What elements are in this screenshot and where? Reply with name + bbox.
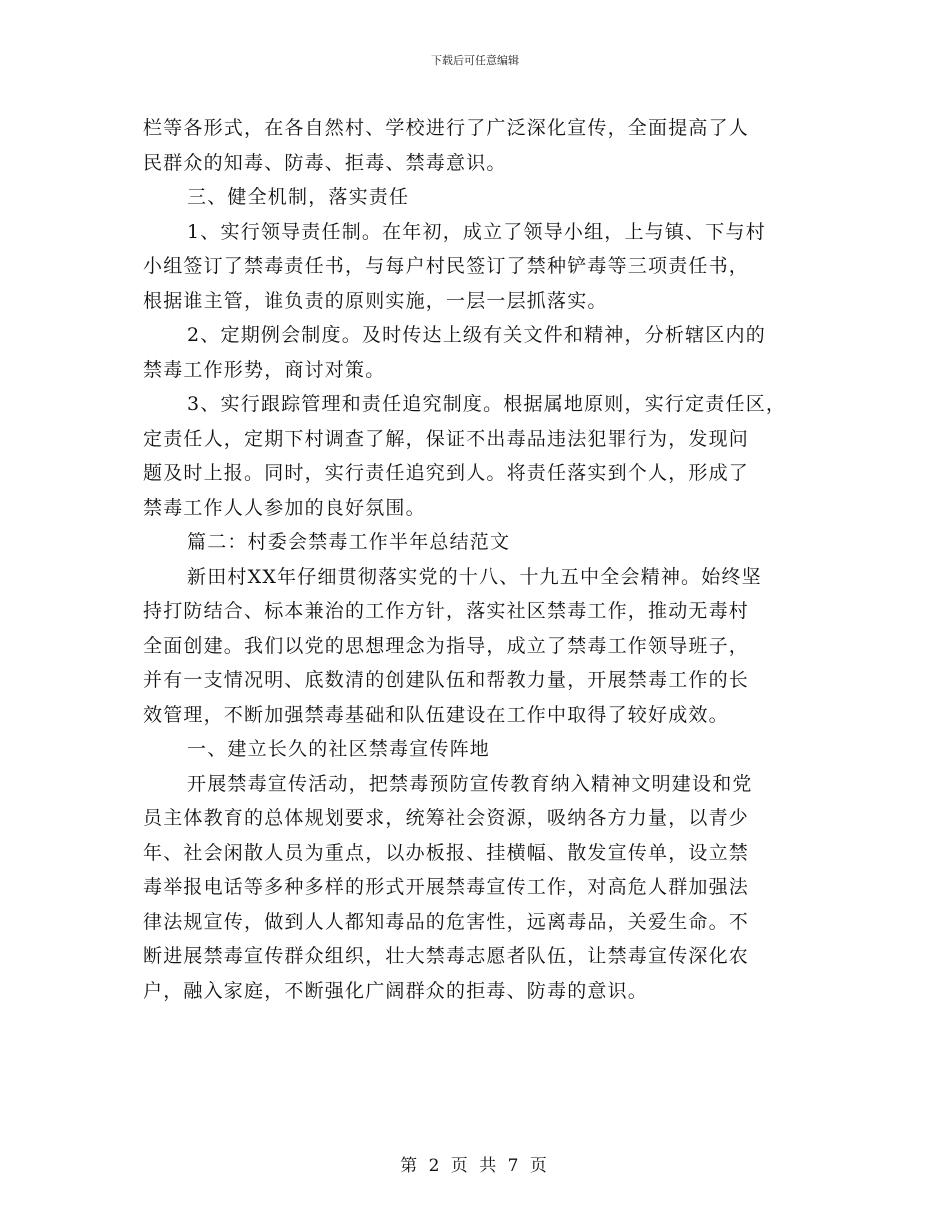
- text-line: 三、健全机制，落实责任: [187, 186, 410, 208]
- text-line: 效管理，不断加强禁毒基础和队伍建设在工作中取得了较好成效。: [143, 703, 729, 726]
- text-line: 律法规宣传，做到人人都知毒品的危害性，远离毒品，关爱生命。不: [143, 910, 750, 933]
- text-line: 一、建立长久的社区禁毒宣传阵地: [187, 738, 491, 760]
- text-line: 员主体教育的总体规划要求，统筹社会资源，吸纳各方力量，以青少: [143, 807, 750, 829]
- page-number-footer: 第 2 页 共 7 页: [400, 1156, 550, 1176]
- text-line: 题及时上报。同时，实行责任追究到人。将责任落实到个人，形成了: [143, 462, 750, 484]
- text-line: 1、实行领导责任制。在年初，成立了领导小组，上与镇、下与村: [187, 220, 766, 243]
- text-line: 年、社会闲散人员为重点，以办板报、挂横幅、散发宣传单，设立禁: [143, 841, 750, 864]
- text-line: 栏等各形式，在各自然村、学校进行了广泛深化宣传，全面提高了人: [143, 117, 750, 139]
- text-line: 根据谁主管，谁负责的原则实施，一层一层抓落实。: [143, 289, 608, 312]
- text-line: 3、实行跟踪管理和责任追究制度。根据属地原则，实行定责任区，: [187, 393, 787, 415]
- text-line: 全面创建。我们以党的思想理念为指导，成立了禁毒工作领导班子，: [143, 634, 750, 657]
- text-line: 篇二：村委会禁毒工作半年总结范文: [187, 531, 511, 553]
- text-line: 并有一支情况明、底数清的创建队伍和帮教力量，开展禁毒工作的长: [143, 669, 750, 691]
- text-line: 开展禁毒宣传活动，把禁毒预防宣传教育纳入精神文明建设和党: [187, 772, 753, 795]
- text-line: 小组签订了禁毒责任书，与每户村民签订了禁种铲毒等三项责任书，: [143, 255, 750, 277]
- text-line: 禁毒工作形势，商讨对策。: [143, 358, 386, 381]
- text-line: 户，融入家庭，不断强化广阔群众的拒毒、防毒的意识。: [143, 979, 649, 1002]
- text-line: 定责任人，定期下村调查了解，保证不出毒品违法犯罪行为，发现问: [143, 427, 750, 450]
- text-line: 新田村XX年仔细贯彻落实党的十八、十九五中全会精神。始终坚: [187, 565, 762, 588]
- text-line: 2、定期例会制度。及时传达上级有关文件和精神，分析辖区内的: [187, 324, 766, 346]
- page-header-note: 下载后可任意编辑: [431, 54, 519, 67]
- text-line: 禁毒工作人人参加的良好氛围。: [143, 496, 426, 519]
- text-line: 断进展禁毒宣传群众组织，壮大禁毒志愿者队伍，让禁毒宣传深化农: [143, 945, 750, 967]
- document-body: [143, 111, 823, 1008]
- text-line: 毒举报电话等多种多样的形式开展禁毒宣传工作，对高危人群加强法: [143, 876, 750, 898]
- text-line: 持打防结合、标本兼治的工作方针，落实社区禁毒工作，推动无毒村: [143, 600, 750, 622]
- text-line: 民群众的知毒、防毒、拒毒、禁毒意识。: [143, 151, 507, 174]
